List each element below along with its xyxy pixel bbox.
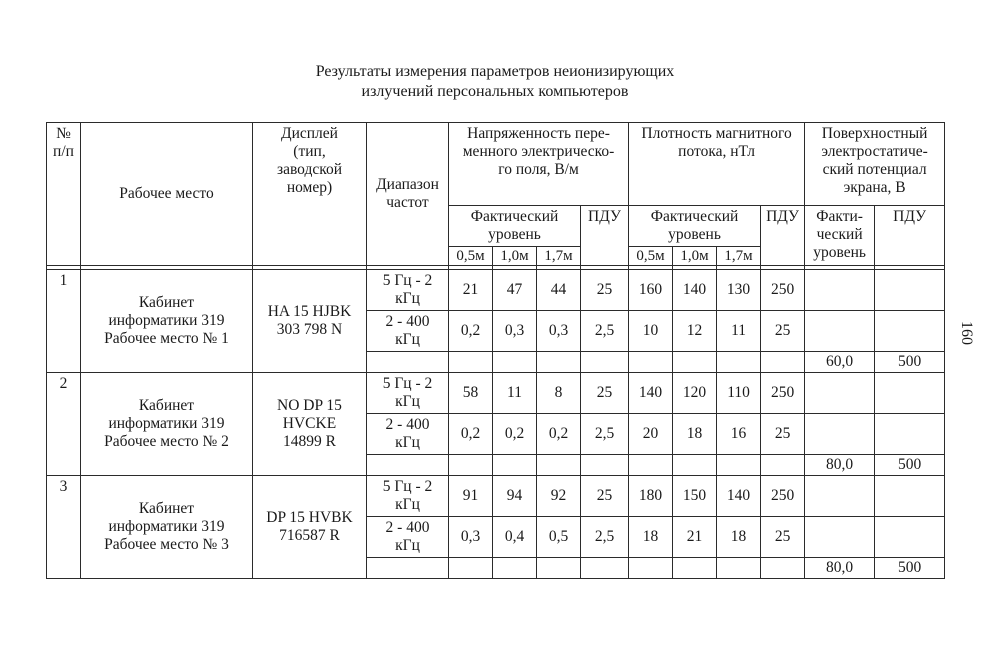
cell-empty xyxy=(493,352,537,373)
cell-e-17: 0,5 xyxy=(537,517,581,558)
cell-e-17: 0,2 xyxy=(537,414,581,455)
table-row xyxy=(47,373,945,414)
cell-empty xyxy=(875,476,945,517)
cell-b-05: 180 xyxy=(629,476,673,517)
header-b-dist-10: 1,0м xyxy=(673,247,717,266)
cell-empty xyxy=(805,414,875,455)
row-range: 2 - 400 кГц xyxy=(367,517,449,558)
header-e-dist-05: 0,5м xyxy=(449,247,493,266)
cell-b-pdu: 25 xyxy=(761,414,805,455)
cell-b-05: 18 xyxy=(629,517,673,558)
cell-empty xyxy=(581,352,629,373)
title-line-2: излучений персональных компьютеров xyxy=(361,83,629,100)
cell-b-17: 110 xyxy=(717,373,761,414)
header-surface: Поверхностный электростатиче- ский потенциал экрана, В xyxy=(805,123,945,206)
cell-empty xyxy=(805,311,875,352)
row-range: 2 - 400 кГц xyxy=(367,311,449,352)
cell-e-17: 0,3 xyxy=(537,311,581,352)
cell-e-17: 92 xyxy=(537,476,581,517)
row-range: 5 Гц - 2 кГц xyxy=(367,270,449,311)
header-surface-pdu: ПДУ xyxy=(875,206,945,266)
table-row xyxy=(47,476,945,517)
cell-surface-pdu: 500 xyxy=(875,558,945,579)
header-bfield-actual: Фактический уровень xyxy=(629,206,761,247)
cell-b-17: 11 xyxy=(717,311,761,352)
cell-empty xyxy=(717,352,761,373)
cell-b-pdu: 250 xyxy=(761,270,805,311)
cell-empty xyxy=(537,558,581,579)
cell-e-pdu: 25 xyxy=(581,476,629,517)
cell-e-05: 58 xyxy=(449,373,493,414)
row-num: 1 xyxy=(47,270,81,373)
cell-e-pdu: 25 xyxy=(581,373,629,414)
cell-b-17: 18 xyxy=(717,517,761,558)
cell-empty xyxy=(717,455,761,476)
cell-empty xyxy=(805,476,875,517)
row-range: 2 - 400 кГц xyxy=(367,414,449,455)
cell-empty xyxy=(629,352,673,373)
document-title xyxy=(0,62,990,102)
cell-empty xyxy=(449,352,493,373)
cell-empty xyxy=(875,311,945,352)
header-efield-actual: Фактический уровень xyxy=(449,206,581,247)
cell-e-17: 44 xyxy=(537,270,581,311)
cell-b-pdu: 250 xyxy=(761,476,805,517)
cell-empty xyxy=(367,558,449,579)
row-num: 3 xyxy=(47,476,81,579)
cell-e-05: 0,3 xyxy=(449,517,493,558)
row-num: 2 xyxy=(47,373,81,476)
cell-e-pdu: 2,5 xyxy=(581,414,629,455)
cell-e-10: 0,4 xyxy=(493,517,537,558)
cell-b-10: 21 xyxy=(673,517,717,558)
cell-empty xyxy=(629,455,673,476)
cell-b-05: 160 xyxy=(629,270,673,311)
row-workplace: Кабинет информатики 319 Рабочее место № 3 xyxy=(81,476,253,579)
cell-empty xyxy=(673,455,717,476)
cell-e-17: 8 xyxy=(537,373,581,414)
page-number: 160 xyxy=(958,321,975,345)
cell-empty xyxy=(875,373,945,414)
cell-empty xyxy=(761,352,805,373)
cell-surface-pdu: 500 xyxy=(875,455,945,476)
row-display: NO DP 15 HVCKE 14899 R xyxy=(253,373,367,476)
row-workplace: Кабинет информатики 319 Рабочее место № 1 xyxy=(81,270,253,373)
cell-b-10: 18 xyxy=(673,414,717,455)
cell-b-10: 120 xyxy=(673,373,717,414)
header-display: Дисплей (тип, заводской номер) xyxy=(253,123,367,266)
cell-empty xyxy=(761,455,805,476)
cell-empty xyxy=(367,455,449,476)
table-row xyxy=(47,270,945,311)
cell-e-05: 0,2 xyxy=(449,414,493,455)
cell-e-10: 11 xyxy=(493,373,537,414)
cell-b-17: 16 xyxy=(717,414,761,455)
cell-empty xyxy=(581,455,629,476)
cell-empty xyxy=(761,558,805,579)
cell-e-pdu: 2,5 xyxy=(581,517,629,558)
cell-empty xyxy=(805,270,875,311)
row-workplace: Кабинет информатики 319 Рабочее место № 2 xyxy=(81,373,253,476)
cell-empty xyxy=(367,352,449,373)
cell-surface-actual: 80,0 xyxy=(805,455,875,476)
row-range: 5 Гц - 2 кГц xyxy=(367,373,449,414)
header-bfield-pdu: ПДУ xyxy=(761,206,805,266)
cell-surface-actual: 60,0 xyxy=(805,352,875,373)
header-e-dist-17: 1,7м xyxy=(537,247,581,266)
cell-e-05: 21 xyxy=(449,270,493,311)
cell-b-pdu: 25 xyxy=(761,517,805,558)
cell-e-10: 0,2 xyxy=(493,414,537,455)
cell-empty xyxy=(875,517,945,558)
cell-e-pdu: 2,5 xyxy=(581,311,629,352)
cell-empty xyxy=(629,558,673,579)
cell-b-17: 140 xyxy=(717,476,761,517)
measurement-table xyxy=(46,122,945,579)
cell-empty xyxy=(449,455,493,476)
cell-empty xyxy=(875,414,945,455)
header-efield: Напряженность пере- менного электрическо- го поля, В/м xyxy=(449,123,629,206)
cell-empty xyxy=(717,558,761,579)
cell-empty xyxy=(673,352,717,373)
cell-e-pdu: 25 xyxy=(581,270,629,311)
cell-empty xyxy=(493,455,537,476)
header-efield-pdu: ПДУ xyxy=(581,206,629,266)
cell-b-pdu: 25 xyxy=(761,311,805,352)
header-range: Диапазон частот xyxy=(367,123,449,266)
header-e-dist-10: 1,0м xyxy=(493,247,537,266)
cell-empty xyxy=(875,270,945,311)
header-b-dist-05: 0,5м xyxy=(629,247,673,266)
cell-e-05: 91 xyxy=(449,476,493,517)
cell-e-05: 0,2 xyxy=(449,311,493,352)
cell-empty xyxy=(673,558,717,579)
cell-e-10: 94 xyxy=(493,476,537,517)
cell-b-17: 130 xyxy=(717,270,761,311)
header-bfield: Плотность магнитного потока, нТл xyxy=(629,123,805,206)
header-num: № п/п xyxy=(47,123,81,266)
row-display: HA 15 HJBK 303 798 N xyxy=(253,270,367,373)
cell-empty xyxy=(805,373,875,414)
cell-b-05: 20 xyxy=(629,414,673,455)
header-row-1 xyxy=(47,123,945,206)
cell-b-10: 150 xyxy=(673,476,717,517)
cell-b-05: 140 xyxy=(629,373,673,414)
cell-empty xyxy=(581,558,629,579)
cell-b-10: 140 xyxy=(673,270,717,311)
cell-empty xyxy=(805,517,875,558)
cell-surface-pdu: 500 xyxy=(875,352,945,373)
header-surface-actual: Факти- ческий уровень xyxy=(805,206,875,266)
header-workplace: Рабочее место xyxy=(81,123,253,266)
cell-b-10: 12 xyxy=(673,311,717,352)
title-line-1: Результаты измерения параметров неионизирующих xyxy=(315,63,675,80)
cell-e-10: 47 xyxy=(493,270,537,311)
cell-empty xyxy=(493,558,537,579)
row-display: DP 15 HVBK 716587 R xyxy=(253,476,367,579)
cell-empty xyxy=(449,558,493,579)
header-b-dist-17: 1,7м xyxy=(717,247,761,266)
cell-e-10: 0,3 xyxy=(493,311,537,352)
cell-empty xyxy=(537,352,581,373)
cell-b-pdu: 250 xyxy=(761,373,805,414)
row-range: 5 Гц - 2 кГц xyxy=(367,476,449,517)
cell-b-05: 10 xyxy=(629,311,673,352)
cell-surface-actual: 80,0 xyxy=(805,558,875,579)
cell-empty xyxy=(537,455,581,476)
